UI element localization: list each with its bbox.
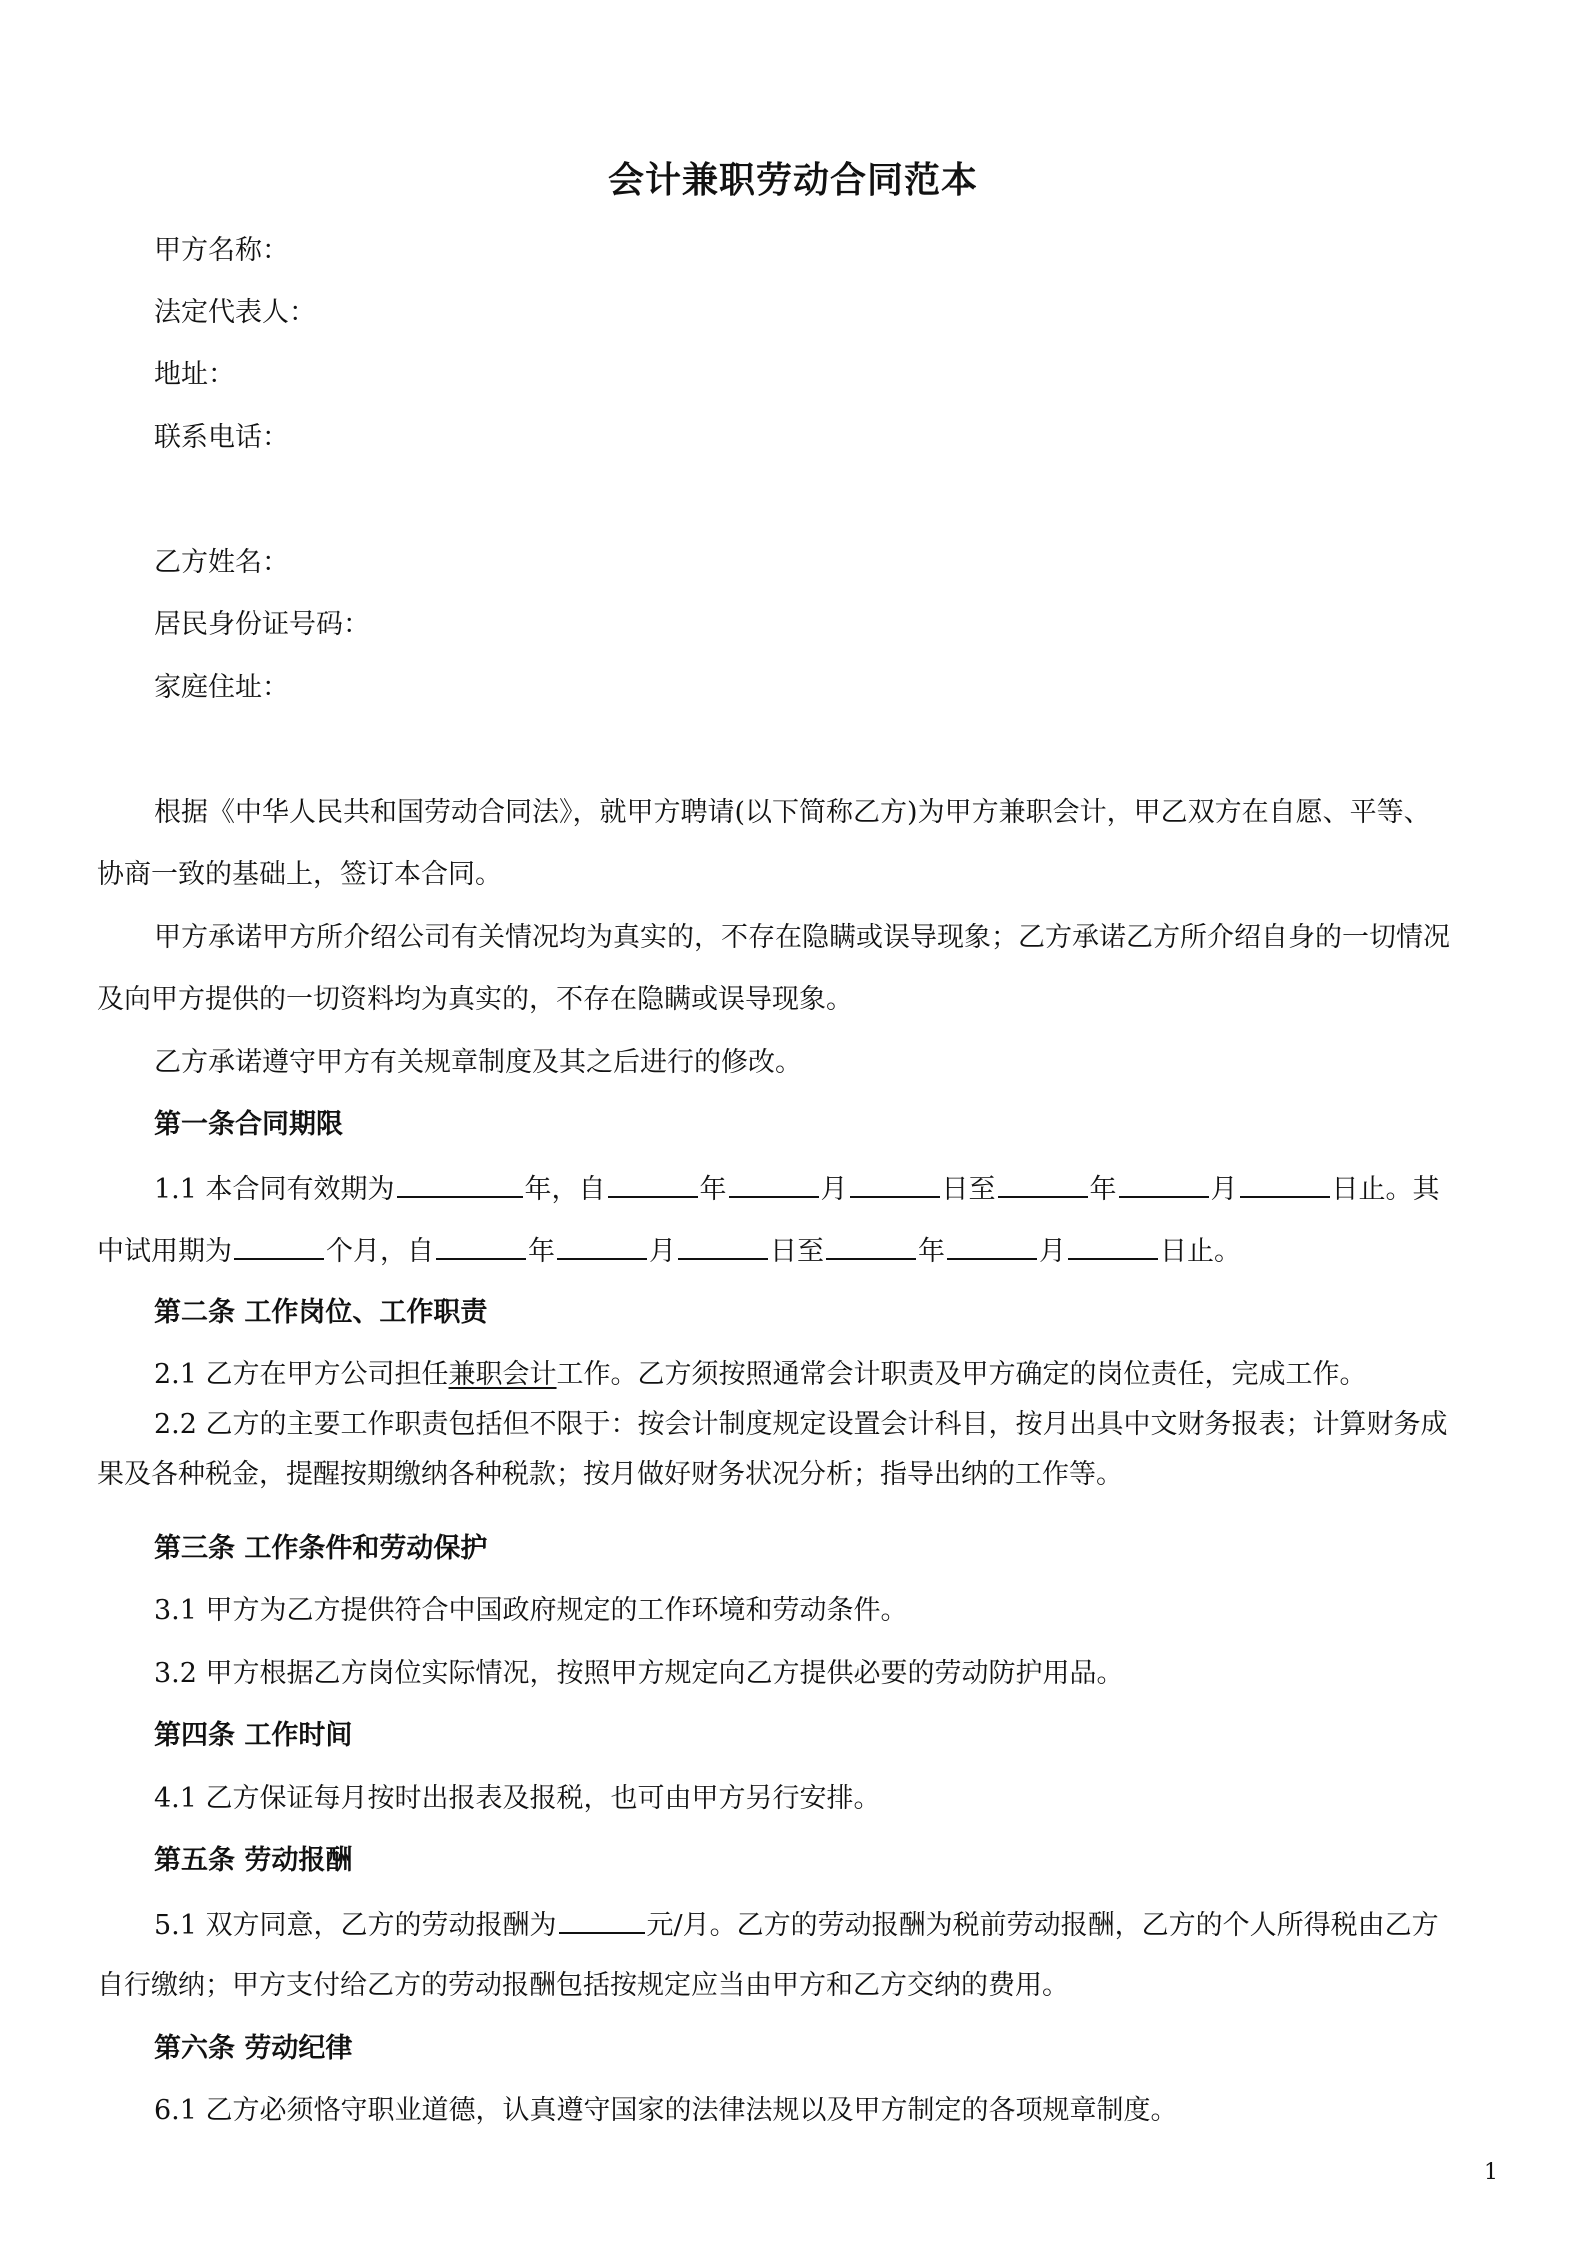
article-3-line-1: 3.1 甲方为乙方提供符合中国政府规定的工作环境和劳动条件。 bbox=[154, 1595, 908, 1626]
party-b-address: 家庭住址： bbox=[154, 672, 289, 703]
article-4-heading: 第四条 工作时间 bbox=[154, 1720, 353, 1751]
party-a-representative: 法定代表人： bbox=[154, 297, 316, 328]
article-2-heading: 第二条 工作岗位、工作职责 bbox=[154, 1297, 488, 1328]
article-1-heading: 第一条合同期限 bbox=[154, 1109, 343, 1140]
blank-field[interactable] bbox=[850, 1170, 940, 1198]
blank-field[interactable] bbox=[678, 1232, 768, 1260]
party-a-phone: 联系电话： bbox=[154, 422, 289, 453]
article-4-line-1: 4.1 乙方保证每月按时出报表及报税，也可由甲方另行安排。 bbox=[154, 1783, 881, 1814]
document-title: 会计兼职劳动合同范本 bbox=[607, 160, 978, 201]
page-number: 1 bbox=[1484, 2160, 1498, 2185]
blank-field[interactable] bbox=[1119, 1170, 1209, 1198]
blank-field[interactable] bbox=[608, 1170, 698, 1198]
party-b-id: 居民身份证号码： bbox=[154, 609, 370, 640]
blank-field[interactable] bbox=[436, 1232, 526, 1260]
blank-field[interactable] bbox=[1240, 1170, 1330, 1198]
party-a-address: 地址： bbox=[154, 359, 235, 390]
blank-field[interactable] bbox=[729, 1170, 819, 1198]
blank-field[interactable] bbox=[1068, 1232, 1158, 1260]
intro-paragraph-3: 乙方承诺遵守甲方有关规章制度及其之后进行的修改。 bbox=[154, 1047, 802, 1078]
article-5-line-1: 5.1 双方同意，乙方的劳动报酬为 元/月。乙方的劳动报酬为税前劳动报酬，乙方的个人所得税由乙方 bbox=[154, 1906, 1439, 1944]
blank-field[interactable] bbox=[559, 1906, 645, 1934]
blank-field[interactable] bbox=[234, 1232, 324, 1260]
article-2-line-2: 2.2 乙方的主要工作职责包括但不限于：按会计制度规定设置会计科目，按月出具中文财务报表；计算财务成 bbox=[154, 1409, 1448, 1440]
blank-field[interactable] bbox=[397, 1170, 523, 1198]
blank-field[interactable] bbox=[947, 1232, 1037, 1260]
article-1-line-2: 中试用期为 个月，自 年 月 日至 年 月 日止。 bbox=[97, 1232, 1241, 1270]
party-b-name: 乙方姓名： bbox=[154, 547, 289, 578]
article-6-heading: 第六条 劳动纪律 bbox=[154, 2033, 353, 2064]
intro-paragraph-2-line-1: 甲方承诺甲方所介绍公司有关情况均为真实的，不存在隐瞒或误导现象；乙方承诺乙方所介绍自身的一切情况 bbox=[154, 922, 1450, 953]
article-2-line-1: 2.1 乙方在甲方公司担任兼职会计工作。乙方须按照通常会计职责及甲方确定的岗位责任，完成工作。 bbox=[154, 1359, 1367, 1390]
party-a-name: 甲方名称： bbox=[154, 235, 289, 266]
article-1-line-1: 1.1 本合同有效期为 年，自 年 月 日至 年 月 日止。其 bbox=[154, 1170, 1440, 1208]
blank-field[interactable] bbox=[998, 1170, 1088, 1198]
article-6-line-1: 6.1 乙方必须恪守职业道德，认真遵守国家的法律法规以及甲方制定的各项规章制度。 bbox=[154, 2095, 1178, 2126]
blank-field[interactable] bbox=[826, 1232, 916, 1260]
intro-paragraph-1-line-2: 协商一致的基础上，签订本合同。 bbox=[97, 859, 502, 890]
article-5-line-2: 自行缴纳；甲方支付给乙方的劳动报酬包括按规定应当由甲方和乙方交纳的费用。 bbox=[97, 1970, 1069, 2001]
intro-paragraph-1-line-1: 根据《中华人民共和国劳动合同法》，就甲方聘请(以下简称乙方)为甲方兼职会计，甲乙双方在自愿、平等、 bbox=[154, 797, 1431, 828]
article-3-line-2: 3.2 甲方根据乙方岗位实际情况，按照甲方规定向乙方提供必要的劳动防护用品。 bbox=[154, 1658, 1124, 1689]
blank-field[interactable] bbox=[557, 1232, 647, 1260]
article-5-heading: 第五条 劳动报酬 bbox=[154, 1845, 353, 1876]
article-3-heading: 第三条 工作条件和劳动保护 bbox=[154, 1533, 488, 1564]
intro-paragraph-2-line-2: 及向甲方提供的一切资料均为真实的，不存在隐瞒或误导现象。 bbox=[97, 984, 853, 1015]
article-2-line-3: 果及各种税金，提醒按期缴纳各种税款；按月做好财务状况分析；指导出纳的工作等。 bbox=[97, 1459, 1123, 1490]
